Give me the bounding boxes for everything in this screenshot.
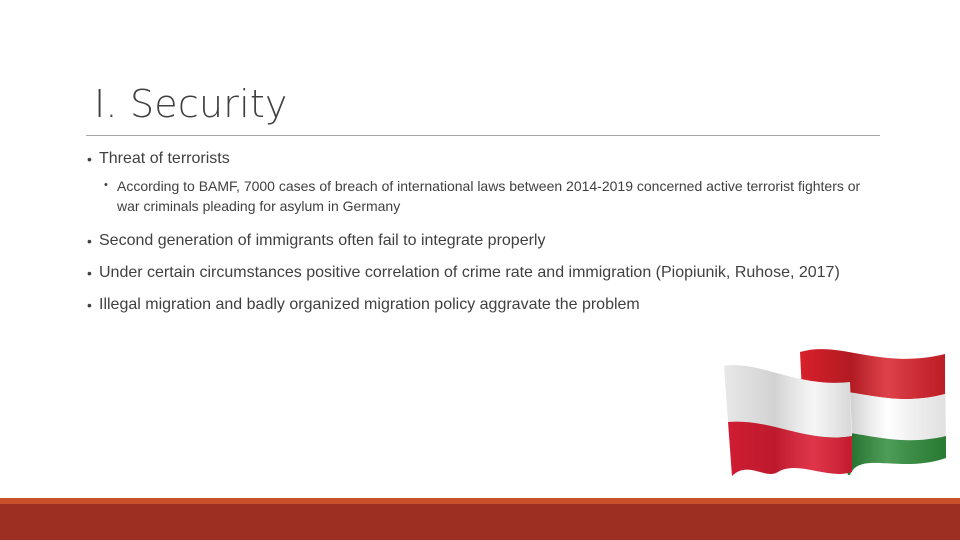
- bullet-list: [86, 148, 886, 326]
- sub-bullet-text: According to BAMF, 7000 cases of breach of international laws between 2014-2019 concerned active terrorist fighters or war criminals pleading for asylum in Germany: [117, 178, 861, 214]
- bullet-item: [86, 148, 886, 170]
- bullet-item: [86, 262, 886, 284]
- bullet-dot-icon: •: [87, 151, 92, 167]
- bullet-text: Illegal migration and badly organized migration policy aggravate the problem: [99, 296, 640, 313]
- bullet-dot-icon: •: [87, 233, 92, 249]
- sub-bullet-dot-icon: •: [104, 179, 108, 191]
- bullet-text: Second generation of immigrants often fail to integrate properly: [99, 232, 546, 249]
- bullet-item: [86, 230, 886, 252]
- bullet-dot-icon: •: [87, 297, 92, 313]
- title-divider: [86, 135, 880, 136]
- bullet-dot-icon: •: [87, 265, 92, 281]
- bullet-text: Threat of terrorists: [99, 150, 230, 167]
- bullet-text: Under certain circumstances positive correlation of crime rate and immigration (Piopiunik, Ruhose, 2017): [99, 264, 840, 281]
- slide-title: I. Security: [94, 82, 288, 126]
- bullet-item: [86, 294, 886, 316]
- footer-bar: [0, 504, 960, 540]
- poland-flag-icon: [718, 360, 858, 482]
- sub-bullet-item: [86, 176, 886, 216]
